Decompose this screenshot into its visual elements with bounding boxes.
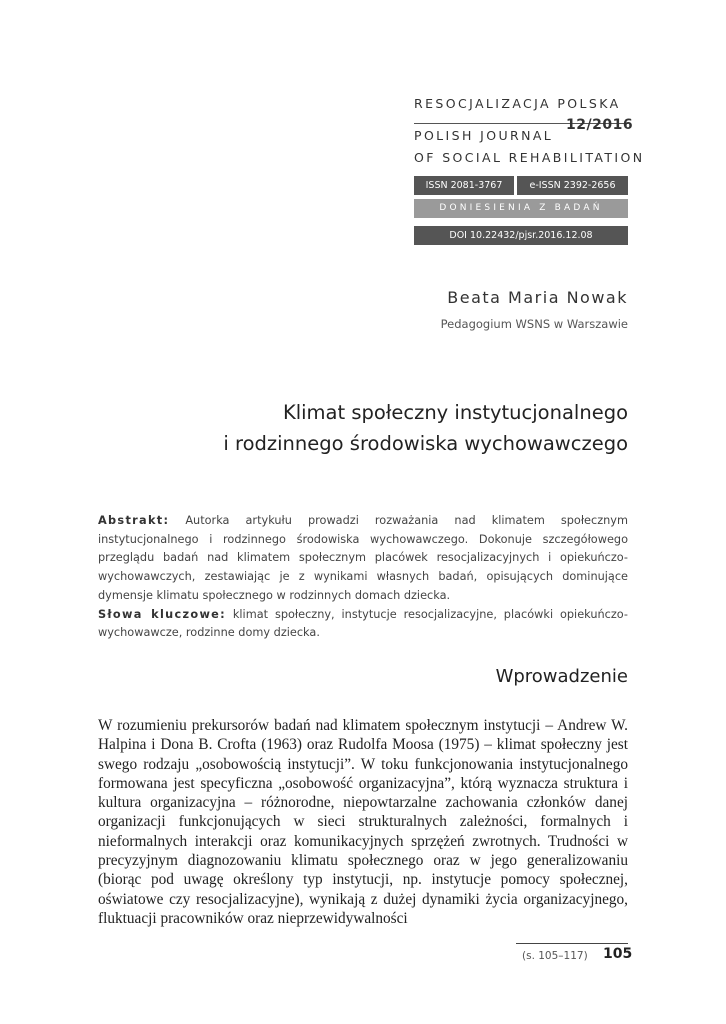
- abstract-text: Autorka artykułu prowadzi rozważania nad klimatem społecznym instytucjonalnego i rodzinnego środowiska wychowawczego. Dokonuje szczegółowego przeglądu badań nad klimatem społecznym placówek resocjalizacyjnych i opiekuńczo-wychowawczych, zestawiając je z wynikami własnych badań, opisujących dominujące dymensje klimatu społecznego w rodzinnych domach dziecka.: [98, 514, 628, 602]
- keywords-text: klimat społeczny, instytucje resocjalizacyjne, placówki opiekuńczo-wychowawcze, rodzinne domy dziecka.: [98, 607, 628, 640]
- article-title-line2: i rodzinnego środowiska wychowawczego: [223, 432, 628, 455]
- author-name: Beata Maria Nowak: [447, 288, 628, 307]
- doi-badge: DOI 10.22432/pjsr.2016.12.08: [414, 226, 628, 245]
- page-number: 105: [603, 946, 633, 962]
- journal-name-en-line1: POLISH JOURNAL: [414, 128, 554, 143]
- journal-name-pl: RESOCJALIZACJA POLSKA: [414, 96, 621, 111]
- section-badge: DONIESIENIA Z BADAŃ: [414, 199, 628, 218]
- article-title-line1: Klimat społeczny instytucjonalnego: [282, 401, 628, 424]
- section-heading: Wprowadzenie: [495, 666, 628, 687]
- issue-number: 12/2016: [566, 117, 634, 133]
- author-affiliation: Pedagogium WSNS w Warszawie: [440, 317, 628, 331]
- abstract-block: [98, 512, 628, 643]
- footer-divider: [516, 943, 628, 944]
- journal-name-en-line2: OF SOCIAL REHABILITATION: [414, 150, 645, 165]
- abstract-label: Abstrakt:: [98, 514, 170, 527]
- keywords-label: Słowa kluczowe:: [98, 607, 226, 621]
- page-range: (s. 105–117): [522, 950, 588, 962]
- issn-badge: ISSN 2081-3767: [414, 176, 514, 195]
- body-paragraph: W rozumieniu prekursorów badań nad klimatem społecznym instytucji – Andrew W. Halpina i Dona B. Crofta (1963) oraz Rudolfa Moosa (1975) – klimat społeczny jest swego rodzaju „osobowością instytucji”. W toku funkcjonowania instytucjonalnego formowana jest specyficzna „osobowość organizacyjna”, którą wyznacza struktura i kultura organizacyjna – różnorodne, niepowtarzalne zachowania członków danej organizacji funkcjonujących w sieci strukturalnych zależności, formalnych i nieformalnych interakcji oraz komunikacyjnych sprzężeń zwrotnych. Trudności w precyzyjnym diagnozowaniu klimatu społecznego oraz w jego generalizowaniu (biorąc pod uwagę określony typ instytucji, np. instytucje pomocy społecznej, oświatowe czy resocjalizacyjne), wynikają z dużej dynamiki życia organizacyjnego, fluktuacji pracowników oraz nieprzewidywalności: [98, 717, 628, 927]
- eissn-badge: e-ISSN 2392-2656: [517, 176, 628, 195]
